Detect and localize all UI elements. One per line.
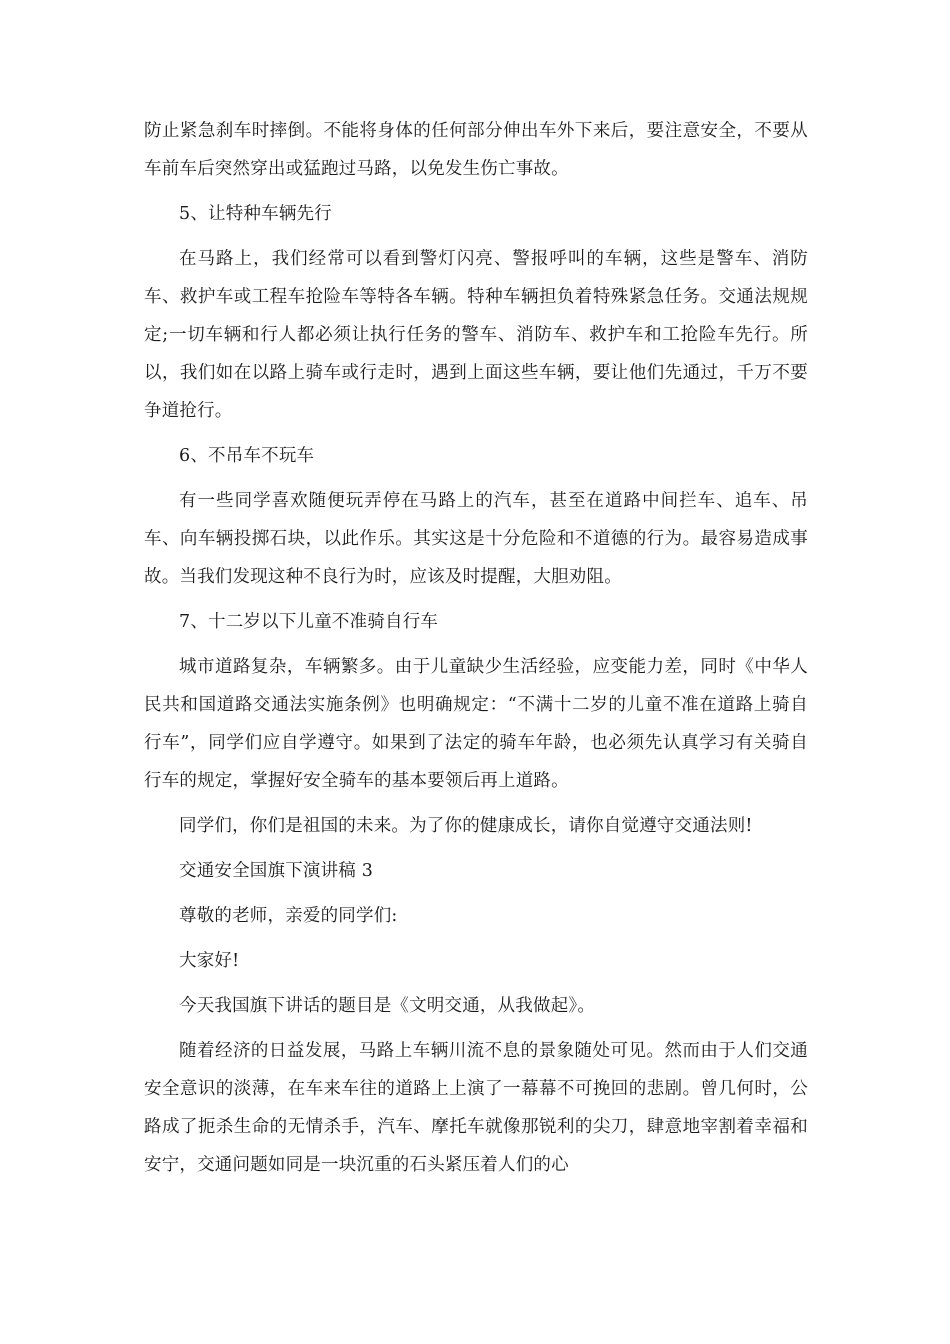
document-body	[144, 112, 808, 1191]
speech-title: 交通安全国旗下演讲稿 3	[179, 861, 374, 881]
paragraph: 城市道路复杂，车辆繁多。由于儿童缺少生活经验，应变能力差，同时《中华人民共和国道路交通法实施条例》也明确规定：“不满十二岁的儿童不准在道路上骑自行车”，同学们应自学遵守。如果到了法定的骑车年龄，也必须先认真学习有关骑自行车的规定，掌握好安全骑车的基本要领后再上道路。	[144, 657, 808, 791]
salutation: 尊敬的老师，亲爱的同学们:	[179, 906, 398, 926]
paragraph: 同学们，你们是祖国的未来。为了你的健康成长，请你自觉遵守交通法则!	[179, 816, 753, 836]
greeting: 大家好!	[179, 951, 240, 971]
section-heading-7: 7、十二岁以下儿童不准骑自行车	[179, 612, 439, 632]
paragraph-continuation: 防止紧急刹车时摔倒。不能将身体的任何部分伸出车外下来后，要注意安全，不要从车前车后突然穿出或猛跑过马路，以免发生伤亡事故。	[144, 121, 808, 179]
paragraph: 在马路上，我们经常可以看到警灯闪亮、警报呼叫的车辆，这些是警车、消防车、救护车或工程车抢险车等特各车辆。特种车辆担负着特殊紧急任务。交通法规规定;一切车辆和行人都必须让执行任务的警车、消防车、救护车和工抢险车先行。所以，我们如在以路上骑车或行走时，遇到上面这些车辆，要让他们先通过，千万不要争道抢行。	[144, 249, 808, 421]
section-heading-5: 5、让特种车辆先行	[179, 204, 332, 224]
paragraph: 随着经济的日益发展，马路上车辆川流不息的景象随处可见。然而由于人们交通安全意识的淡薄，在车来车往的道路上上演了一幕幕不可挽回的悲剧。曾几何时，公路成了扼杀生命的无情杀手，汽车、摩托车就像那锐利的尖刀，肆意地宰割着幸福和安宁，交通问题如同是一块沉重的石头紧压着人们的心	[144, 1041, 808, 1175]
paragraph: 今天我国旗下讲话的题目是《文明交通，从我做起》。	[179, 996, 596, 1016]
section-heading-6: 6、不吊车不玩车	[179, 446, 315, 466]
paragraph: 有一些同学喜欢随便玩弄停在马路上的汽车，甚至在道路中间拦车、追车、吊车、向车辆投掷石块，以此作乐。其实这是十分危险和不道德的行为。最容易造成事故。当我们发现这种不良行为时，应该及时提醒，大胆劝阻。	[144, 491, 808, 587]
